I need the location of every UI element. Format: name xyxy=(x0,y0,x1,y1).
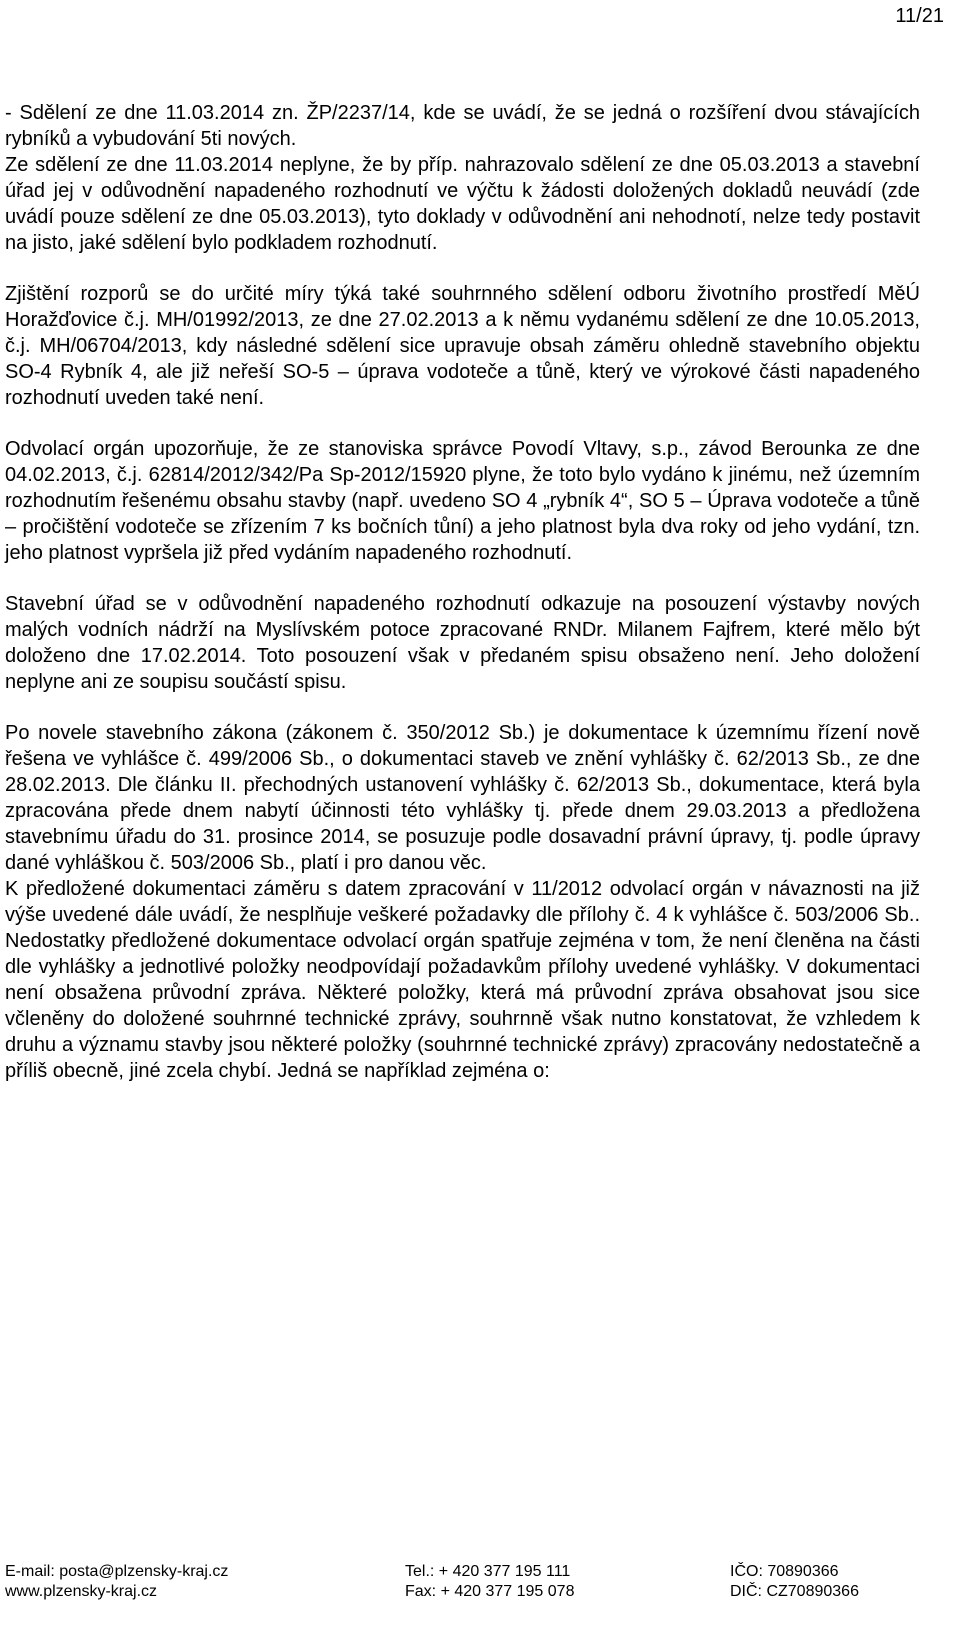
footer-web: www.plzensky-kraj.cz xyxy=(5,1583,158,1600)
paragraph-1: - Sdělení ze dne 11.03.2014 zn. ŽP/2237/14, kde se uvádí, že se jedná o rozšíření dvou stávajících rybníků a vybudování 5ti nových. xyxy=(5,102,920,150)
paragraph-4: Odvolací orgán upozorňuje, že ze stanoviska správce Povodí Vltavy, s.p., závod Berounka ze dne 04.02.2013, č.j. 62814/2012/342/Pa Sp-2012/15920 plyne, že toto bylo vydáno k jinému, než územním rozhodnutím řešenému obsahu stavby (např. uvedeno SO 4 „rybník 4“, SO 5 – Úprava vodoteče a tůně – pročištění vodoteče se zřízením 7 ks bočních tůní) a jeho platnost byla dva roky od jeho vydání, tzn. jeho platnost vypršela již před vydáním napadeného rozhodnutí. xyxy=(5,438,920,564)
footer-id-column xyxy=(730,1562,859,1602)
footer-contact-column xyxy=(5,1562,228,1602)
page-footer xyxy=(5,1562,955,1622)
paragraph-3: Zjištění rozporů se do určité míry týká také souhrnného sdělení odboru životního prostředí MěÚ Horažďovice č.j. MH/01992/2013, ze dne 27.02.2013 a k němu vydanému sdělení ze dne 10.05.2013, č.j. MH/06704/2013, kdy následné sdělení sice upravuje obsah záměru ohledně stavebního objektu SO-4 Rybník 4, ale již neřeší SO-5 – úprava vodoteče a tůně, který ve výrokové části napadeného rozhodnutí uveden také není. xyxy=(5,283,920,409)
paragraph-2: Ze sdělení ze dne 11.03.2014 neplyne, že by příp. nahrazovalo sdělení ze dne 05.03.2013 a stavební úřad jej v odůvodnění napadeného rozhodnutí ve výčtu k žádosti doložených dokladů neuvádí (zde uvádí pouze sdělení ze dne 05.03.2013), tyto doklady v odůvodnění ani nehodnotí, nelze tedy postavit na jisto, jaké sdělení bylo podkladem rozhodnutí. xyxy=(5,154,920,254)
page-number: 11/21 xyxy=(895,5,944,27)
paragraph-7: K předložené dokumentaci záměru s datem zpracování v 11/2012 odvolací orgán v návaznosti na již výše uvedené dále uvádí, že nesplňuje veškeré požadavky dle přílohy č. 4 k vyhlášce č. 503/2006 Sb.. Nedostatky předložené dokumentace odvolací orgán spatřuje zejména v tom, že není členěna na části dle vyhlášky a jednotlivé položky neodpovídají požadavkům přílohy uvedené vyhlášky. V dokumentaci není obsažena průvodní zpráva. Některé položky, která má průvodní zpráva obsahovat jsou sice včleněny do doložené souhrnné technické zprávy, souhrnně však nutno konstatovat, že vzhledem k druhu a významu stavby jsou některé položky (souhrnné technické zprávy) zpracovány nedostatečně a příliš obecně, jiné zcela chybí. Jedná se například zejména o: xyxy=(5,878,920,1082)
paragraph-5: Stavební úřad se v odůvodnění napadeného rozhodnutí odkazuje na posouzení výstavby nových malých vodních nádrží na Myslívském potoce zpracované RNDr. Milanem Fajfrem, které mělo být doloženo dne 17.02.2014. Toto posouzení však v předaném spisu obsaženo není. Jeho doložení neplyne ani ze soupisu součástí spisu. xyxy=(5,593,920,693)
document-body xyxy=(5,100,920,1084)
footer-dic: DIČ: CZ70890366 xyxy=(730,1583,859,1600)
paragraph-6: Po novele stavebního zákona (zákonem č. 350/2012 Sb.) je dokumentace k územnímu řízení nově řešena ve vyhlášce č. 499/2006 Sb., o dokumentaci staveb ve znění vyhlášky č. 62/2013 Sb., ze dne 28.02.2013. Dle článku II. přechodných ustanovení vyhlášky č. 62/2013 Sb., dokumentace, která byla zpracována přede dnem nabytí účinnosti této vyhlášky tj. přede dnem 29.03.2013 a předložena stavebnímu úřadu do 31. prosince 2014, se posuzuje podle dosavadní právní úpravy, tj. podle úpravy dané vyhláškou č. 503/2006 Sb., platí i pro danou věc. xyxy=(5,722,920,874)
footer-fax: Fax: + 420 377 195 078 xyxy=(405,1583,575,1600)
footer-ico: IČO: 70890366 xyxy=(730,1563,839,1580)
footer-phone-column xyxy=(405,1562,574,1602)
footer-email: E-mail: posta@plzensky-kraj.cz xyxy=(5,1563,229,1580)
footer-tel: Tel.: + 420 377 195 111 xyxy=(405,1563,571,1580)
